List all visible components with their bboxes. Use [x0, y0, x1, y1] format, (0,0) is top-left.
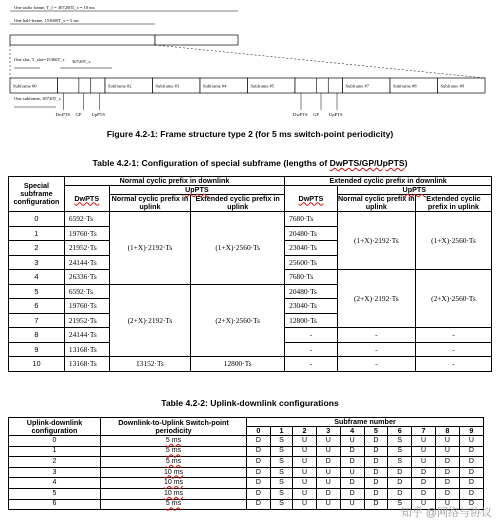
subframe-label: Subframe #7 [345, 83, 370, 89]
header-special-config: Special subframe configuration [9, 177, 65, 212]
subframe-box [295, 78, 343, 93]
subframe-type-cell: S [270, 436, 292, 447]
ext-uppts-normal-a: (1+X)·2192·Ts [337, 212, 415, 270]
table1-caption: Table 4.2-1: Configuration of special subframe (lengths of DwPTS/GP/UpPTS) [92, 158, 408, 168]
ext-dwpts-cell: - [285, 342, 338, 357]
period-cell: 5 ms [101, 457, 247, 468]
subframe-label: Subframe #5 [250, 83, 275, 89]
config-cell: 7 [9, 313, 65, 328]
normal-dwpts-cell: 6592·Ts [64, 284, 109, 299]
header-subframe-9: 9 [459, 427, 483, 436]
config-cell: 5 [9, 284, 65, 299]
subframe-type-cell: U [435, 446, 459, 457]
ext-dwpts-cell: 12800·Ts [285, 313, 338, 328]
subframe-type-cell: D [247, 499, 271, 510]
config-cell: 0 [9, 212, 65, 227]
header-subframe-0: 0 [247, 427, 271, 436]
subframe-type-cell: D [412, 467, 436, 478]
subframe-type-cell: S [270, 467, 292, 478]
header-subframe-8: 8 [435, 427, 459, 436]
table-row [9, 436, 484, 447]
header-dwpts-normal: DwPTS [64, 186, 109, 212]
subframe-type-cell: D [459, 467, 483, 478]
subframe-type-cell: D [316, 488, 340, 499]
normal-uppts-normal-c: 13152·Ts [109, 357, 191, 372]
normal-uppts-normal-a: (1+X)·2192·Ts [109, 212, 191, 285]
config-cell: 6 [9, 299, 65, 314]
subframe-type-cell: D [340, 478, 364, 489]
header-switch-period: Downlink-to-Uplink Switch-point periodicity [101, 418, 247, 436]
header-subframe-number: Subframe number [247, 418, 484, 427]
subframe-type-cell: D [364, 467, 388, 478]
subframe-type-cell: D [247, 457, 271, 468]
special-subframe-table [8, 176, 492, 372]
subframe-type-cell: D [388, 488, 412, 499]
period-cell: 5 ms [101, 436, 247, 447]
subframe-label: Subframe #0 [13, 83, 37, 89]
header-subframe-4: 4 [340, 427, 364, 436]
subframe-type-cell: D [364, 478, 388, 489]
subframe-type-cell: S [270, 446, 292, 457]
slot-length-label: 30720T_s [72, 59, 91, 64]
table-row [9, 478, 484, 489]
header-normal-dl: Normal cyclic prefix in downlink [64, 177, 284, 186]
subframe-type-cell: D [435, 478, 459, 489]
subframe-type-cell: D [364, 457, 388, 468]
period-cell: 10 ms [101, 488, 247, 499]
normal-uppts-ext-b: (2+X)·2560·Ts [191, 284, 285, 357]
subframe-type-cell: U [293, 457, 317, 468]
field-label-dwpts: DwPTS [293, 112, 308, 117]
subframe-type-cell: S [388, 436, 412, 447]
normal-dwpts-cell: 13168·Ts [64, 342, 109, 357]
ext-dwpts-cell: 23040·Ts [285, 299, 338, 314]
period-cell: 10 ms [101, 478, 247, 489]
subframe-type-cell: D [459, 457, 483, 468]
period-cell: 5 ms [101, 446, 247, 457]
period-cell: 10 ms [101, 467, 247, 478]
header-ul-dl-config: Uplink-downlink configuration [9, 418, 101, 436]
normal-uppts-normal-b: (2+X)·2192·Ts [109, 284, 191, 357]
subframe-type-cell: D [340, 446, 364, 457]
figure-caption: Figure 4.2-1: Frame structure type 2 (for 5 ms switch-point periodicity) [106, 129, 394, 139]
subframe-label: Subframe #2 [108, 83, 132, 89]
subframe-type-cell: D [435, 488, 459, 499]
subframe-type-cell: D [459, 478, 483, 489]
special-subframe-fields-a [56, 93, 106, 117]
ext-uppts-normal-dash: - [337, 342, 415, 357]
subframe-type-cell: S [270, 499, 292, 510]
config-cell: 3 [9, 467, 101, 478]
subframe-type-cell: D [388, 467, 412, 478]
subframe-row [10, 78, 485, 93]
subframe-type-cell: D [388, 478, 412, 489]
subframe-type-cell: D [247, 436, 271, 447]
subframe-type-cell: D [247, 467, 271, 478]
config-cell: 9 [9, 342, 65, 357]
subframe-type-cell: U [293, 446, 317, 457]
config-cell: 3 [9, 255, 65, 270]
subframe-type-cell: S [388, 457, 412, 468]
half-frame-box-2 [155, 35, 238, 45]
watermark-text: 知乎 @网络与协议 [400, 507, 492, 519]
subframe-type-cell: D [247, 446, 271, 457]
subframe-type-cell: U [459, 436, 483, 447]
subframe-type-cell: D [247, 478, 271, 489]
ext-uppts-ext-b: (2+X)·2560·Ts [415, 270, 491, 328]
subframe-type-cell: D [364, 499, 388, 510]
subframe-type-cell: D [364, 488, 388, 499]
radio-frame-label: One radio frame, T_f = 307200T_s = 10 ms [14, 5, 95, 10]
one-slot-label: One slot, T_slot=15360T_s [14, 57, 65, 62]
ext-dwpts-cell: - [285, 357, 338, 372]
normal-dwpts-cell: 24144·Ts [64, 255, 109, 270]
normal-uppts-ext-c: 12800·Ts [191, 357, 285, 372]
config-cell: 2 [9, 241, 65, 256]
half-frame-label: One half-frame, 153600T_s = 5 ms [14, 18, 79, 23]
one-subframe-label: One subframe, 30720T_s [14, 96, 61, 101]
subframe-type-cell: S [270, 478, 292, 489]
subframe-type-cell: U [293, 436, 317, 447]
config-cell: 8 [9, 328, 65, 343]
uplink-downlink-table [8, 417, 484, 510]
normal-dwpts-cell: 26336·Ts [64, 270, 109, 285]
ext-uppts-ext-dash: - [415, 357, 491, 372]
subframe-type-cell: D [340, 488, 364, 499]
frame-structure-diagram [0, 0, 500, 122]
subframe-type-cell: D [412, 478, 436, 489]
subframe-type-cell: D [364, 436, 388, 447]
config-cell: 4 [9, 270, 65, 285]
header-uppts-extended: UpPTS [337, 186, 491, 195]
subframe-type-cell: D [247, 488, 271, 499]
subframe-type-cell: U [293, 467, 317, 478]
normal-dwpts-cell: 21952·Ts [64, 313, 109, 328]
ext-dwpts-cell: 7680·Ts [285, 212, 338, 227]
header-subframe-6: 6 [388, 427, 412, 436]
subframe-box [58, 78, 106, 93]
ext-uppts-normal-dash: - [337, 357, 415, 372]
table-row [9, 488, 484, 499]
half-frame-box-1 [10, 35, 155, 45]
subframe-type-cell: U [340, 436, 364, 447]
ext-dwpts-cell: 7680·Ts [285, 270, 338, 285]
config-cell: 2 [9, 457, 101, 468]
subframe-label: Subframe #9 [440, 83, 465, 89]
header-normal-ul-a: Normal cyclic prefix in uplink [109, 195, 191, 212]
table-row [9, 446, 484, 457]
header-subframe-1: 1 [270, 427, 292, 436]
ext-uppts-normal-dash: - [337, 328, 415, 343]
header-normal-ul-b: Normal cyclic prefix in uplink [337, 194, 415, 211]
ext-uppts-normal-b: (2+X)·2192·Ts [337, 270, 415, 328]
subframe-type-cell: S [388, 446, 412, 457]
subframe-type-cell: U [412, 457, 436, 468]
subframe-type-cell: U [316, 499, 340, 510]
subframe-type-cell: U [316, 436, 340, 447]
subframe-type-cell: U [340, 499, 364, 510]
ext-dwpts-cell: - [285, 328, 338, 343]
special-subframe-fields-b [293, 93, 343, 117]
subframe-type-cell: S [388, 499, 412, 510]
subframe-type-cell: U [316, 446, 340, 457]
subframe-type-cell: D [459, 446, 483, 457]
subframe-type-cell: D [459, 488, 483, 499]
config-cell: 4 [9, 478, 101, 489]
header-uppts-normal: UpPTS [109, 186, 285, 195]
header-subframe-2: 2 [293, 427, 317, 436]
subframe-type-cell: U [435, 436, 459, 447]
config-cell: 10 [9, 357, 65, 372]
period-cell: 5 ms [101, 499, 247, 510]
ext-uppts-ext-dash: - [415, 342, 491, 357]
subframe-label: Subframe #4 [203, 83, 227, 89]
field-label-uppts: UpPTS [91, 112, 106, 117]
normal-dwpts-cell: 6592·Ts [64, 212, 109, 227]
ext-uppts-ext-dash: - [415, 328, 491, 343]
subframe-type-cell: S [270, 457, 292, 468]
field-label-uppts: UpPTS [329, 112, 343, 117]
subframe-type-cell: U [412, 446, 436, 457]
header-dwpts-extended: DwPTS [285, 186, 338, 212]
normal-dwpts-cell: 21952·Ts [64, 241, 109, 256]
subframe-type-cell: U [293, 478, 317, 489]
config-cell: 1 [9, 226, 65, 241]
subframe-type-cell: D [459, 499, 483, 510]
normal-dwpts-cell: 13168·Ts [64, 357, 109, 372]
subframe-type-cell: D [316, 457, 340, 468]
subframe-type-cell: U [340, 467, 364, 478]
subframe-type-cell: S [270, 488, 292, 499]
field-label-gp: GP [75, 112, 82, 117]
subframe-type-cell: U [316, 467, 340, 478]
subframe-label: Subframe #3 [155, 83, 180, 89]
normal-uppts-ext-a: (1+X)·2560·Ts [191, 212, 285, 285]
ext-dwpts-cell: 25600·Ts [285, 255, 338, 270]
table-row [9, 457, 484, 468]
normal-dwpts-cell: 24144·Ts [64, 328, 109, 343]
subframe-type-cell: U [412, 436, 436, 447]
field-label-gp: GP [313, 112, 319, 117]
ext-uppts-ext-a: (1+X)·2560·Ts [415, 212, 491, 270]
ext-dwpts-cell: 20480·Ts [285, 284, 338, 299]
config-cell: 1 [9, 446, 101, 457]
normal-dwpts-cell: 19760·Ts [64, 226, 109, 241]
subframe-type-cell: D [435, 457, 459, 468]
ext-dwpts-cell: 23040·Ts [285, 241, 338, 256]
header-ext-ul-b: Extended cyclic prefix in uplink [415, 195, 491, 212]
subframe-type-cell: U [293, 499, 317, 510]
subframe-type-cell: D [435, 467, 459, 478]
header-subframe-5: 5 [364, 427, 388, 436]
subframe-type-cell: U [412, 499, 436, 510]
subframe-type-cell: D [340, 457, 364, 468]
subframe-type-cell: U [435, 499, 459, 510]
subframe-label: Subframe #8 [393, 83, 417, 89]
subframe-type-cell: U [293, 488, 317, 499]
config-cell: 5 [9, 488, 101, 499]
subframe-type-cell: D [364, 446, 388, 457]
header-subframe-7: 7 [412, 427, 436, 436]
header-ext-ul-a: Extended cyclic prefix in uplink [191, 195, 285, 212]
header-extended-dl: Extended cyclic prefix in downlink [285, 177, 492, 186]
subframe-type-cell: U [316, 478, 340, 489]
normal-dwpts-cell: 19760·Ts [64, 299, 109, 314]
table2-caption: Table 4.2-2: Uplink-downlink configurations [161, 398, 339, 408]
ext-dwpts-cell: 20480·Ts [285, 226, 338, 241]
field-label-dwpts: DwPTS [55, 112, 71, 117]
subframe-type-cell: D [412, 488, 436, 499]
config-cell: 6 [9, 499, 101, 510]
config-cell: 0 [9, 436, 101, 447]
header-subframe-3: 3 [316, 427, 340, 436]
table-row [9, 467, 484, 478]
